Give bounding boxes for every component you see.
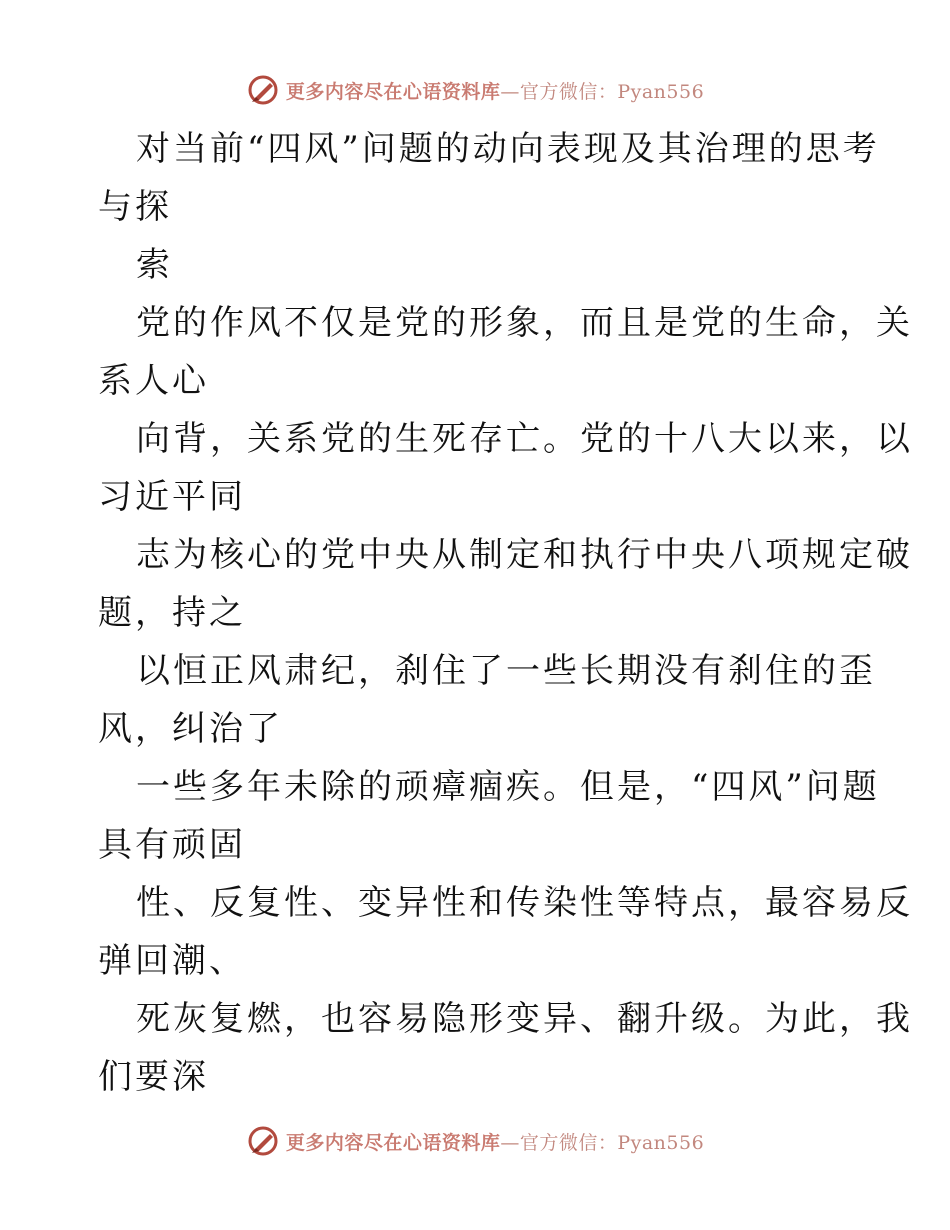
header-banner bbox=[0, 70, 950, 110]
text-line: 风，纠治了 bbox=[98, 709, 283, 749]
header-text bbox=[286, 77, 704, 104]
text-line: 题，持之 bbox=[98, 593, 246, 633]
text-line: 以恒正风肃纪，刹住了一些长期没有刹住的歪 bbox=[136, 651, 876, 691]
text-line: 性、反复性、变异性和传染性等特点，最容易反 bbox=[136, 883, 913, 923]
footer-main-text: 更多内容尽在心语资料库 bbox=[285, 1131, 501, 1154]
text-line: 死灰复燃，也容易隐形变异、翻升级。为此，我 bbox=[136, 999, 913, 1039]
text-line: 向背，关系党的生死存亡。党的十八大以来，以 bbox=[136, 419, 913, 459]
text-line: 与探 bbox=[98, 187, 172, 227]
document-body bbox=[98, 120, 913, 1106]
header-sub-text: —官方微信：Pyan556 bbox=[500, 80, 705, 103]
text-line: 弹回潮、 bbox=[98, 941, 246, 981]
pen-logo-icon bbox=[246, 73, 280, 107]
footer-sub-text: —官方微信：Pyan556 bbox=[500, 1131, 705, 1154]
text-line: 对当前“四风”问题的动向表现及其治理的思考 bbox=[136, 129, 880, 169]
text-line: 志为核心的党中央从制定和执行中央八项规定破 bbox=[136, 535, 913, 575]
footer-text bbox=[286, 1128, 704, 1155]
text-line: 们要深 bbox=[98, 1057, 209, 1097]
text-line: 具有顽固 bbox=[98, 825, 246, 865]
header-main-text: 更多内容尽在心语资料库 bbox=[285, 80, 501, 103]
text-line: 党的作风不仅是党的形象，而且是党的生命，关 bbox=[136, 303, 913, 343]
pen-logo-icon bbox=[246, 1124, 280, 1158]
footer-banner bbox=[0, 1121, 950, 1161]
text-line: 习近平同 bbox=[98, 477, 246, 517]
text-line: 索 bbox=[136, 245, 173, 285]
text-line: 一些多年未除的顽瘴痼疾。但是，“四风”问题 bbox=[136, 767, 880, 807]
text-line: 系人心 bbox=[98, 361, 209, 401]
